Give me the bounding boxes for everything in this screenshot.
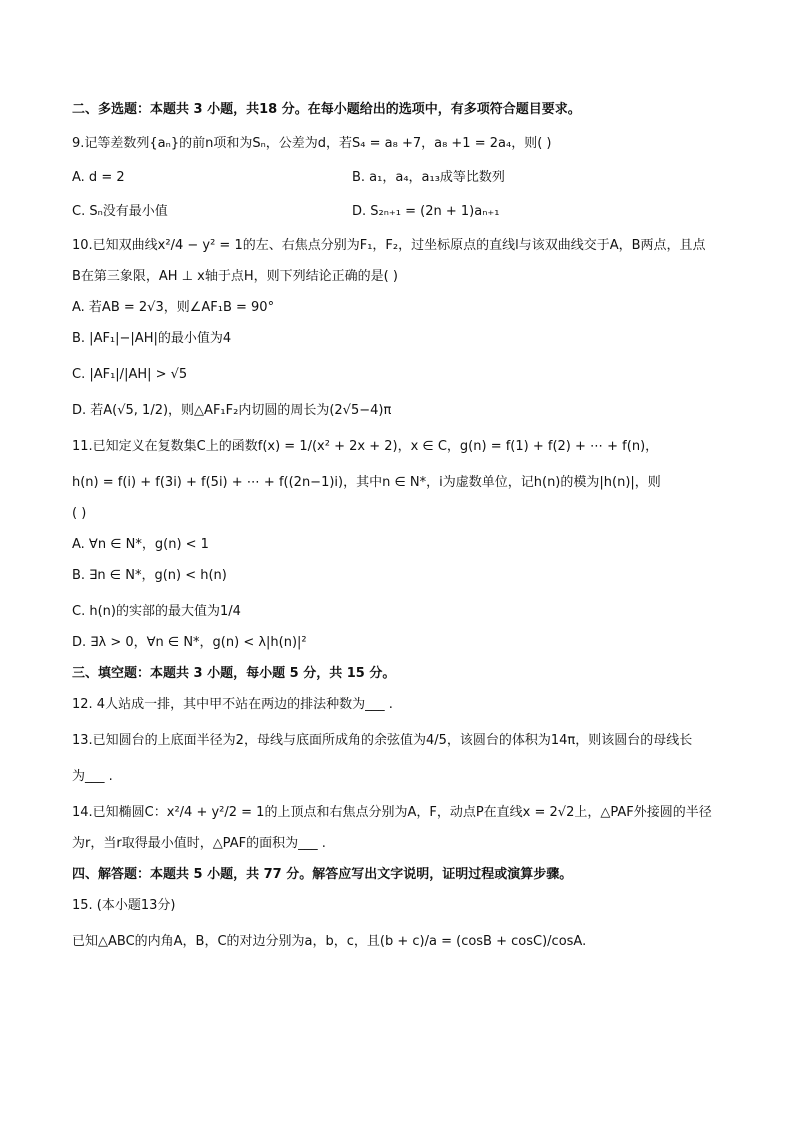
question-10-stem-line-1: 10.已知双曲线x²/4 − y² = 1的左、右焦点分别为F₁，F₂，过坐标原点的直线l与该双曲线交于A，B两点，且点	[72, 238, 706, 253]
question-11-stem-line-1: 11.已知定义在复数集C上的函数f(x) = 1/(x² + 2x + 2)，x ∈ C，g(n) = f(1) + f(2) + ⋯ + f(n)，	[72, 439, 659, 454]
question-9-option-b: B. a₁，a₄，a₁₃成等比数列	[352, 170, 505, 185]
question-15-stem: 已知△ABC的内角A，B，C的对边分别为a，b，c，且(b + c)/a = (cosB + cosC)/cosA.	[72, 934, 587, 949]
section-fill-blank-heading: 三、填空题：本题共 3 小题，每小题 5 分，共 15 分。	[72, 666, 396, 681]
question-10-option-d: D. 若A(√5, 1/2)，则△AF₁F₂内切圆的周长为(2√5−4)π	[72, 403, 392, 418]
question-13-line-1: 13.已知圆台的上底面半径为2，母线与底面所成角的余弦值为4/5，该圆台的体积为14π，则该圆台的母线长	[72, 733, 693, 748]
question-14-line-1: 14.已知椭圆C：x²/4 + y²/2 = 1的上顶点和右焦点分别为A，F，动点P在直线x = 2√2上，△PAF外接圆的半径	[72, 805, 712, 820]
question-15-label: 15. (本小题13分)	[72, 898, 176, 913]
question-9-stem: 9.记等差数列{aₙ}的前n项和为Sₙ，公差为d，若S₄ = a₈ +7，a₈ +1 = 2a₄，则( )	[72, 136, 552, 151]
question-9-options-cd	[72, 202, 732, 222]
question-11-option-d: D. ∃λ > 0，∀n ∈ N*，g(n) < λ|h(n)|²	[72, 635, 307, 650]
question-12: 12. 4人站成一排，其中甲不站在两边的排法种数为___ .	[72, 697, 393, 712]
exam-page	[72, 100, 732, 952]
question-14-line-2: 为r，当r取得最小值时，△PAF的面积为___ .	[72, 836, 326, 851]
question-9-options-ab	[72, 168, 732, 188]
question-11-option-b: B. ∃n ∈ N*，g(n) < h(n)	[72, 568, 227, 583]
section-multi-choice-heading: 二、多选题：本题共 3 小题，共18 分。在每小题给出的选项中，有多项符合题目要求。	[72, 102, 581, 117]
question-10-option-a: A. 若AB = 2√3，则∠AF₁B = 90°	[72, 300, 275, 315]
question-10-option-b: B. |AF₁|−|AH|的最小值为4	[72, 331, 232, 346]
question-11-option-c: C. h(n)的实部的最大值为1/4	[72, 604, 241, 619]
question-10-option-c: C. |AF₁|/|AH| > √5	[72, 367, 188, 382]
question-11-stem-line-3: ( )	[72, 506, 87, 521]
question-11-option-a: A. ∀n ∈ N*，g(n) < 1	[72, 537, 209, 552]
question-11-stem-line-2: h(n) = f(i) + f(3i) + f(5i) + ⋯ + f((2n−1)i)，其中n ∈ N*，i为虚数单位，记h(n)的模为|h(n)|，则	[72, 475, 661, 490]
question-9-option-a: A. d = 2	[72, 170, 125, 185]
section-solve-heading: 四、解答题：本题共 5 小题，共 77 分。解答应写出文字说明，证明过程或演算步骤。	[72, 867, 573, 882]
question-9-option-c: C. Sₙ没有最小值	[72, 204, 168, 219]
question-10-stem-line-2: B在第三象限，AH ⊥ x轴于点H，则下列结论正确的是( )	[72, 269, 398, 284]
question-9-option-d: D. S₂ₙ₊₁ = (2n + 1)aₙ₊₁	[352, 204, 500, 219]
question-13-line-2: 为___ .	[72, 769, 113, 784]
